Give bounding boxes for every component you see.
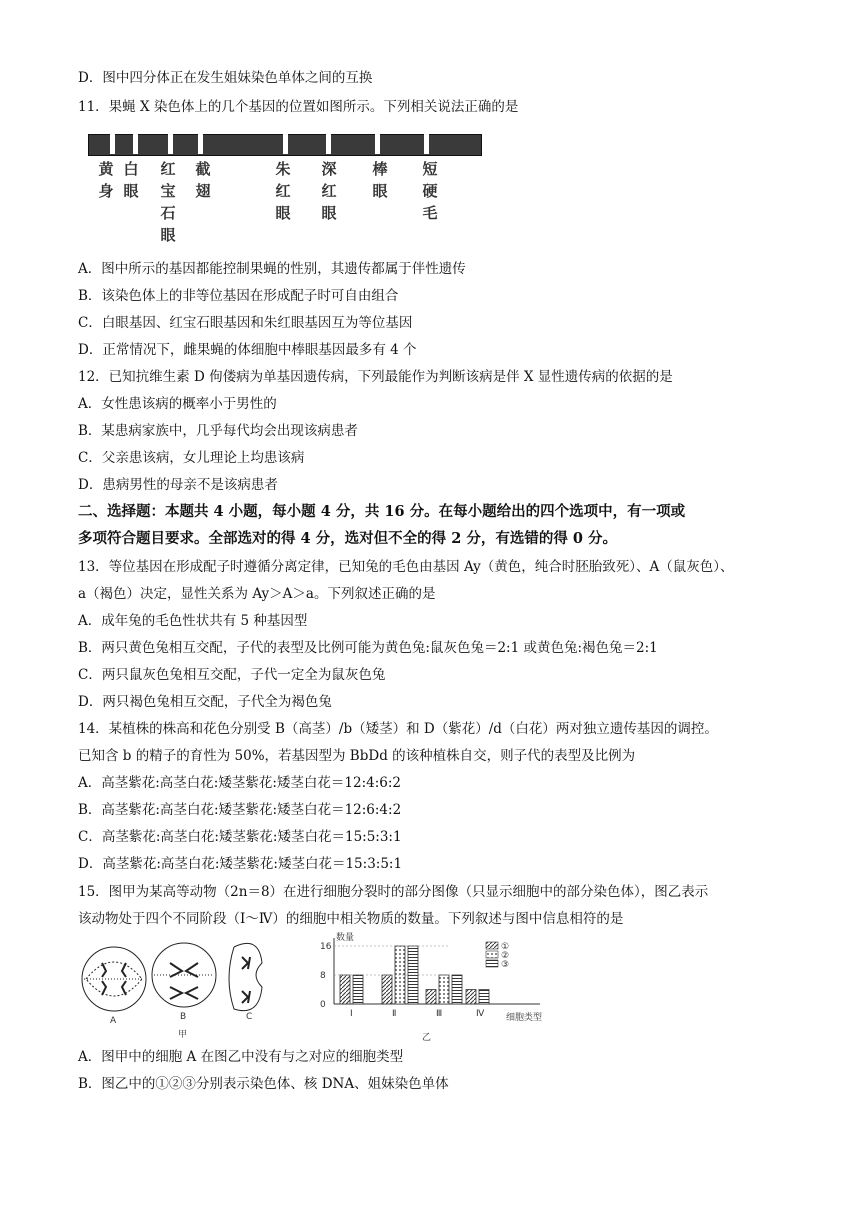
bar-2-series-1 bbox=[382, 975, 392, 1004]
legend-label: ① bbox=[501, 942, 510, 952]
y-tick-label: 0 bbox=[320, 1000, 326, 1010]
cell-c-icon bbox=[229, 943, 262, 1010]
gene-label: 深红眼 bbox=[321, 160, 337, 222]
q11-option-b: B．该染色体上的非等位基因在形成配子时可自由组合 bbox=[78, 288, 399, 304]
gene-locus-mark bbox=[375, 134, 380, 154]
q14-stem-cont: 已知含 b 的精子的育性为 50%，若基因型为 BbDd 的该种植株自交，则子代的表型及比例为 bbox=[78, 748, 636, 764]
figure-jia-caption: 甲 bbox=[178, 1030, 188, 1040]
q12-option-d: D．患病男性的母亲不是该病患者 bbox=[78, 477, 278, 493]
x-tick-label: Ⅱ bbox=[392, 1009, 397, 1019]
legend-label: ③ bbox=[501, 960, 510, 970]
bar-1-series-3 bbox=[353, 975, 363, 1004]
gene-label: 截翅 bbox=[195, 160, 211, 200]
cell-c-label: C bbox=[246, 1012, 253, 1022]
q12-option-a: A．女性患该病的概率小于男性的 bbox=[78, 396, 277, 412]
x-tick-label: Ⅰ bbox=[350, 1009, 353, 1019]
gene-locus-mark bbox=[198, 134, 203, 154]
gene-locus-mark bbox=[424, 134, 429, 154]
gene-locus-mark bbox=[110, 134, 115, 154]
q14-stem: 14．某植株的株高和花色分别受 B（高茎）/b（矮茎）和 D（紫花）/d（白花）两对独立遗传基因的调控。 bbox=[78, 721, 718, 737]
bar-3-series-3 bbox=[452, 975, 462, 1004]
gene-locus-mark bbox=[133, 134, 138, 154]
figure-yi-caption: 乙 bbox=[422, 1033, 432, 1043]
gene-label: 红宝石眼 bbox=[160, 160, 176, 244]
q13-option-d: D．两只褐色兔相互交配，子代全为褐色兔 bbox=[78, 694, 332, 710]
cell-b-icon bbox=[152, 943, 216, 1007]
cell-b-label: B bbox=[180, 1012, 187, 1022]
q15-stem-cont: 该动物处于四个不同阶段（Ⅰ～Ⅳ）的细胞中相关物质的数量。下列叙述与图中信息相符的是 bbox=[78, 911, 624, 927]
gene-locus-mark bbox=[168, 134, 173, 154]
cell-a-label: A bbox=[110, 1016, 117, 1026]
bar-1-series-1 bbox=[340, 975, 350, 1004]
gene-label: 短硬毛 bbox=[422, 160, 438, 222]
legend-label: ② bbox=[501, 951, 510, 961]
q13-stem-cont: a（褐色）决定，显性关系为 Ay＞A＞a。下列叙述正确的是 bbox=[78, 586, 436, 602]
q11-option-a: A．图中所示的基因都能控制果蝇的性别，其遗传都属于伴性遗传 bbox=[78, 261, 466, 277]
gene-label: 棒眼 bbox=[372, 160, 388, 200]
gene-label: 白眼 bbox=[123, 160, 139, 200]
q11-option-c: C．白眼基因、红宝石眼基因和朱红眼基因互为等位基因 bbox=[78, 315, 413, 331]
q13-option-c: C．两只鼠灰色兔相互交配，子代一定全为鼠灰色兔 bbox=[78, 667, 386, 683]
q15-option-b: B．图乙中的①②③分别表示染色体、核 DNA、姐妹染色单体 bbox=[78, 1076, 449, 1092]
q12-stem: 12．已知抗维生素 D 佝偻病为单基因遗传病，下列最能作为判断该病是伴 X 显性遗传病的依据的是 bbox=[78, 369, 673, 385]
q15-stem: 15．图甲为某高等动物（2n＝8）在进行细胞分裂时的部分图像（只显示细胞中的部分染色体），图乙表示 bbox=[78, 884, 709, 900]
gene-locus-mark bbox=[326, 134, 331, 154]
cell-a-icon bbox=[82, 947, 146, 1011]
q12-option-b: B．某患病家族中，几乎每代均会出现该病患者 bbox=[78, 423, 358, 439]
q13-stem: 13．等位基因在形成配子时遵循分离定律，已知兔的毛色由基因 Ay（黄色，纯合时胚胎致死）、A（鼠灰色）、 bbox=[78, 559, 734, 575]
cell-division-figure bbox=[74, 935, 284, 1045]
legend-swatch bbox=[486, 942, 498, 949]
legend-swatch bbox=[486, 960, 498, 967]
y-axis-label: 数量 bbox=[336, 933, 355, 943]
legend-swatch bbox=[486, 951, 498, 958]
bar-4-series-1 bbox=[466, 990, 476, 1005]
y-tick-label: 16 bbox=[320, 942, 332, 952]
q14-option-a: A．高茎紫花:高茎白花:矮茎紫花:矮茎白花＝12:4:6:2 bbox=[78, 775, 401, 791]
q14-option-c: C．高茎紫花:高茎白花:矮茎紫花:矮茎白花＝15:5:3:1 bbox=[78, 829, 402, 845]
x-tick-label: Ⅲ bbox=[436, 1009, 443, 1019]
bar-4-series-3 bbox=[479, 990, 489, 1005]
section-heading-cont: 多项符合题目要求。全部选对的得 4 分，选对但不全的得 2 分，有选错的得 0 分。 bbox=[78, 530, 618, 547]
q15-option-a: A．图甲中的细胞 A 在图乙中没有与之对应的细胞类型 bbox=[78, 1049, 404, 1065]
q10-option-d: D．图中四分体正在发生姐妹染色单体之间的互换 bbox=[78, 70, 373, 86]
y-tick-label: 8 bbox=[320, 971, 326, 981]
bar-chart-yi bbox=[310, 932, 550, 1044]
bar-3-series-1 bbox=[426, 990, 436, 1005]
x-axis-label: 细胞类型 bbox=[506, 1013, 543, 1023]
q13-option-a: A．成年兔的毛色性状共有 5 种基因型 bbox=[78, 613, 308, 629]
q12-option-c: C．父亲患该病，女儿理论上均患该病 bbox=[78, 450, 305, 466]
q13-option-b: B．两只黄色兔相互交配，子代的表型及比例可能为黄色兔:鼠灰色兔＝2:1 或黄色兔:褐色兔＝2:1 bbox=[78, 640, 658, 656]
x-tick-label: Ⅳ bbox=[476, 1009, 485, 1019]
q11-stem: 11．果蝇 X 染色体上的几个基因的位置如图所示。下列相关说法正确的是 bbox=[78, 99, 519, 115]
gene-locus-mark bbox=[283, 134, 288, 154]
gene-label: 黄身 bbox=[98, 160, 114, 200]
bar-2-series-3 bbox=[408, 946, 418, 1004]
gene-label: 朱红眼 bbox=[275, 160, 291, 222]
bar-3-series-2 bbox=[439, 975, 449, 1004]
section-heading: 二、选择题：本题共 4 小题，每小题 4 分，共 16 分。在每小题给出的四个选项中，有一项或 bbox=[78, 503, 686, 520]
q14-option-d: D．高茎紫花:高茎白花:矮茎紫花:矮茎白花＝15:3:5:1 bbox=[78, 856, 403, 872]
q11-option-d: D．正常情况下，雌果蝇的体细胞中棒眼基因最多有 4 个 bbox=[78, 342, 417, 358]
q14-option-b: B．高茎紫花:高茎白花:矮茎紫花:矮茎白花＝12:6:4:2 bbox=[78, 802, 402, 818]
